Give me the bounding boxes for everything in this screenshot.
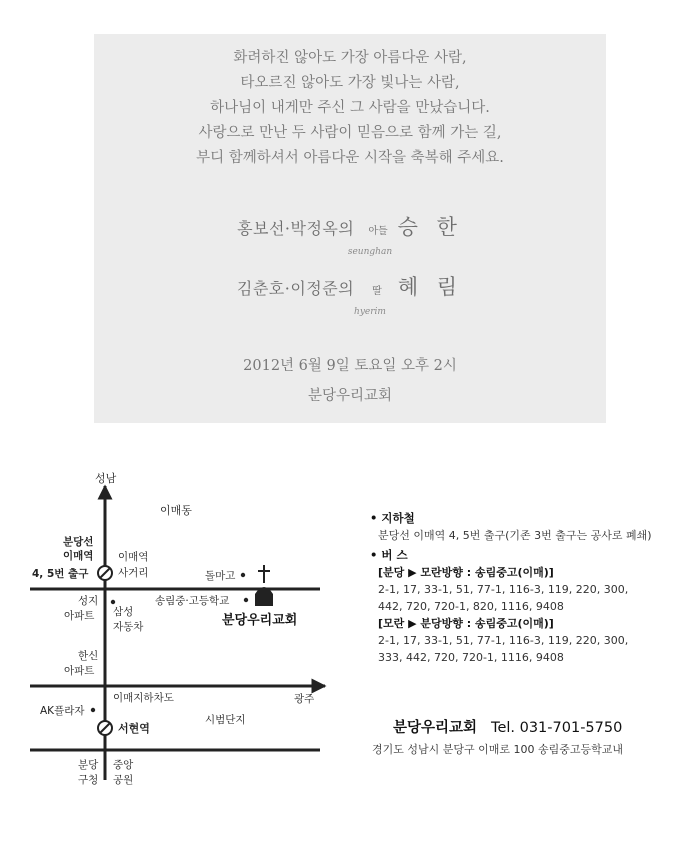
contact-line xyxy=(393,716,622,737)
map-label-central-park: 중앙 xyxy=(113,759,134,771)
bride-row xyxy=(94,271,606,301)
groom-name: 승 한 xyxy=(397,215,463,239)
ak-plaza-dot-icon xyxy=(91,708,95,712)
map-label-bundang-office: 분당 xyxy=(78,759,99,771)
map-label-songrim-school: 송림중·고등학교 xyxy=(155,595,230,607)
contact-address: 경기도 성남시 분당구 이매로 100 송림중고등학교내 xyxy=(372,743,623,756)
map-label-exit-45: 4, 5번 출구 xyxy=(32,568,89,580)
poem-line: 하나님이 내게만 주신 그 사람을 만났습니다. xyxy=(210,100,490,116)
map-label-dolmago: 돌마고 xyxy=(205,570,236,582)
map-label-hanshin: 한신 xyxy=(78,650,99,662)
directions-panel xyxy=(370,510,700,666)
wedding-date: 2012년 6월 9일 토요일 오후 2시 xyxy=(243,358,457,374)
bus-heading: • 버 스 xyxy=(370,548,408,562)
poem-line: 사랑으로 만난 두 사람이 믿음으로 함께 가는 길, xyxy=(198,125,502,141)
songrim-dot-icon xyxy=(244,598,248,602)
map-label-seongnam: 성남 xyxy=(95,472,117,485)
bus-route1-line2: 442, 720, 720-1, 820, 1116, 9408 xyxy=(378,600,564,613)
bride-signature: hyerim xyxy=(354,307,386,317)
bus-route2-line1: 2-1, 17, 33-1, 51, 77-1, 116-3, 119, 220, 300, xyxy=(378,634,629,647)
seohyeon-station-icon xyxy=(98,721,112,735)
subway-text: 분당선 이매역 4, 5번 출구(기존 3번 출구는 공사로 폐쇄) xyxy=(378,529,652,542)
bus-route2-line2: 333, 442, 720, 720-1, 1116, 9408 xyxy=(378,651,564,664)
map-label-seongji: 성지 xyxy=(78,595,99,607)
bus-route1-line1: 2-1, 17, 33-1, 51, 77-1, 116-3, 119, 220, 300, xyxy=(378,583,629,596)
groom-relation: 아들 xyxy=(368,226,388,237)
bus-route2-title: [모란 ▶ 분당방향 : 송림중고(이매)] xyxy=(378,617,554,630)
contact-tel: Tel. 031-701-5750 xyxy=(491,720,623,736)
groom-row xyxy=(94,211,606,241)
groom-signature: seunghan xyxy=(347,247,393,257)
map-label-city-complex: 시범단지 xyxy=(205,714,246,726)
bride-name: 혜 림 xyxy=(397,275,464,299)
map-label-ak-plaza: AK플라자 xyxy=(40,705,85,717)
poem-line: 타오르진 않아도 가장 빛나는 사람, xyxy=(240,75,460,91)
church-icon xyxy=(255,565,273,606)
wedding-venue: 분당우리교회 xyxy=(307,388,393,404)
map-label-imae-dong: 이매동 xyxy=(160,504,192,517)
map-label-hanshin-2: 아파트 xyxy=(64,665,95,677)
map-label-samsung: 삼성 xyxy=(113,606,134,618)
map-label-samsung-2: 자동차 xyxy=(113,621,144,633)
map-label-imae-station: 이매역 xyxy=(63,550,94,562)
map-label-seohyeon-station: 서현역 xyxy=(118,722,150,735)
map-label-bundang-office-2: 구청 xyxy=(78,774,99,786)
map-label-bundang-line: 분당선 xyxy=(63,536,94,548)
map-label-underpass: 이매지하차도 xyxy=(113,692,174,704)
map-label-gwangju: 광주 xyxy=(294,693,315,705)
subway-heading: • 지하철 xyxy=(370,511,415,525)
imae-station-icon xyxy=(98,566,112,580)
invitation-card xyxy=(94,34,606,423)
invitation-poem xyxy=(94,46,606,171)
samsung-dot-icon xyxy=(111,600,115,604)
contact-name: 분당우리교회 xyxy=(393,720,478,736)
bus-route1-title: [분당 ▶ 모란방향 : 송림중고(이매)] xyxy=(378,566,554,579)
poem-line: 부디 함께하셔서 아름다운 시작을 축복해 주세요. xyxy=(196,150,504,166)
map-label-imae-intersection: 이매역 xyxy=(118,551,149,563)
map-label-church: 분당우리교회 xyxy=(222,613,298,628)
map-label-imae-intersection-2: 사거리 xyxy=(118,567,149,579)
poem-line: 화려하진 않아도 가장 아름다운 사람, xyxy=(233,50,467,66)
dolmago-dot-icon xyxy=(241,573,245,577)
map-label-central-park-2: 공원 xyxy=(113,774,134,786)
map-label-seongji-2: 아파트 xyxy=(64,610,95,622)
groom-parents: 홍보선·박정옥의 xyxy=(237,219,355,238)
bride-parents: 김춘호·이정준의 xyxy=(236,279,355,298)
location-map xyxy=(0,470,340,810)
bride-relation: 딸 xyxy=(372,286,382,297)
